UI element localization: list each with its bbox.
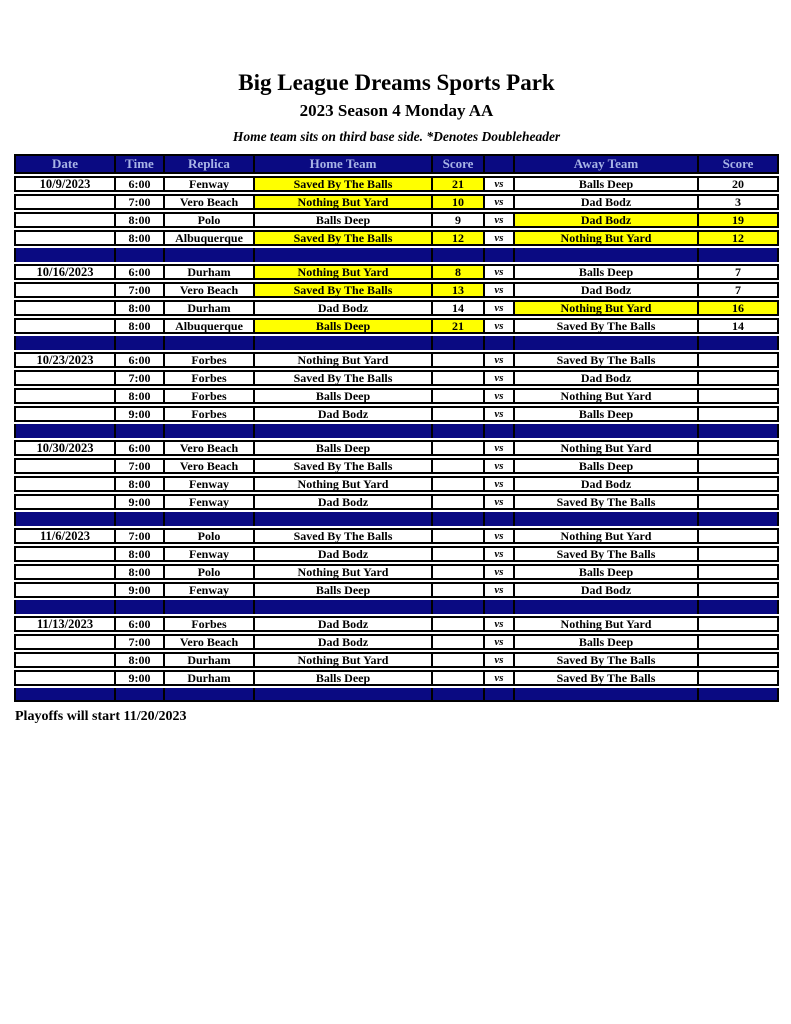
divider-cell	[163, 512, 253, 526]
game-row	[14, 670, 779, 686]
date-cell	[14, 564, 114, 580]
game-row	[14, 634, 779, 650]
date-cell	[14, 388, 114, 404]
game-row	[14, 528, 779, 544]
week-divider-row	[14, 336, 779, 350]
time-cell: 6:00	[114, 440, 163, 456]
home-score-cell	[431, 528, 483, 544]
home-team-cell: Saved By The Balls	[253, 230, 431, 246]
date-cell: 10/9/2023	[14, 176, 114, 192]
away-team-cell: Nothing But Yard	[513, 388, 697, 404]
date-cell: 10/16/2023	[14, 264, 114, 280]
home-score-cell	[431, 670, 483, 686]
replica-cell: Polo	[163, 528, 253, 544]
time-cell: 7:00	[114, 458, 163, 474]
divider-cell	[114, 600, 163, 614]
away-team-cell: Nothing But Yard	[513, 440, 697, 456]
away-score-cell	[697, 370, 779, 386]
home-team-cell: Balls Deep	[253, 212, 431, 228]
home-score-cell	[431, 564, 483, 580]
divider-cell	[163, 424, 253, 438]
page-subtitle: 2023 Season 4 Monday AA	[299, 101, 494, 121]
home-team-cell: Nothing But Yard	[253, 476, 431, 492]
week-divider-row	[14, 600, 779, 614]
home-team-cell: Balls Deep	[253, 388, 431, 404]
home-score-cell	[431, 406, 483, 422]
game-row	[14, 264, 779, 280]
replica-cell: Durham	[163, 264, 253, 280]
divider-cell	[253, 688, 431, 702]
replica-cell: Forbes	[163, 370, 253, 386]
vs-cell: vs	[483, 546, 513, 562]
away-score-cell	[697, 616, 779, 632]
replica-cell: Fenway	[163, 494, 253, 510]
away-team-cell: Dad Bodz	[513, 194, 697, 210]
time-cell: 9:00	[114, 582, 163, 598]
game-row	[14, 318, 779, 334]
divider-cell	[483, 336, 513, 350]
away-score-cell: 7	[697, 264, 779, 280]
divider-cell	[431, 600, 483, 614]
home-score-cell: 12	[431, 230, 483, 246]
away-team-cell: Nothing But Yard	[513, 528, 697, 544]
time-cell: 8:00	[114, 318, 163, 334]
away-team-cell: Balls Deep	[513, 458, 697, 474]
time-cell: 8:00	[114, 212, 163, 228]
away-team-cell: Nothing But Yard	[513, 616, 697, 632]
replica-cell: Forbes	[163, 616, 253, 632]
replica-cell: Fenway	[163, 546, 253, 562]
date-cell	[14, 476, 114, 492]
replica-cell: Vero Beach	[163, 282, 253, 298]
divider-cell	[114, 688, 163, 702]
home-score-cell	[431, 440, 483, 456]
home-team-cell: Nothing But Yard	[253, 264, 431, 280]
away-score-cell	[697, 582, 779, 598]
divider-cell	[483, 424, 513, 438]
game-row	[14, 370, 779, 386]
divider-cell	[14, 248, 114, 262]
away-score-cell: 7	[697, 282, 779, 298]
vs-cell: vs	[483, 230, 513, 246]
date-cell	[14, 458, 114, 474]
divider-cell	[163, 600, 253, 614]
divider-cell	[14, 600, 114, 614]
game-row	[14, 440, 779, 456]
divider-cell	[483, 248, 513, 262]
away-team-cell: Dad Bodz	[513, 476, 697, 492]
vs-cell: vs	[483, 458, 513, 474]
vs-cell: vs	[483, 212, 513, 228]
time-cell: 9:00	[114, 670, 163, 686]
divider-cell	[483, 688, 513, 702]
game-row	[14, 458, 779, 474]
game-row	[14, 564, 779, 580]
home-team-cell: Nothing But Yard	[253, 652, 431, 668]
home-team-cell: Saved By The Balls	[253, 176, 431, 192]
vs-cell: vs	[483, 176, 513, 192]
away-score-cell	[697, 652, 779, 668]
home-team-cell: Nothing But Yard	[253, 194, 431, 210]
week-divider-row	[14, 424, 779, 438]
divider-cell	[513, 424, 697, 438]
away-score-cell	[697, 670, 779, 686]
vs-cell: vs	[483, 582, 513, 598]
replica-cell: Durham	[163, 652, 253, 668]
vs-cell: vs	[483, 440, 513, 456]
home-team-cell: Dad Bodz	[253, 494, 431, 510]
game-row	[14, 494, 779, 510]
away-team-cell: Saved By The Balls	[513, 318, 697, 334]
away-score-cell: 19	[697, 212, 779, 228]
away-team-cell: Balls Deep	[513, 564, 697, 580]
vs-cell: vs	[483, 282, 513, 298]
home-team-note: Home team sits on third base side. *Denotes Doubleheader	[232, 128, 561, 144]
time-cell: 7:00	[114, 370, 163, 386]
home-score-column-header: Score	[431, 154, 483, 174]
replica-cell: Polo	[163, 564, 253, 580]
away-score-cell: 20	[697, 176, 779, 192]
divider-cell	[253, 336, 431, 350]
divider-cell	[431, 248, 483, 262]
away-team-cell: Nothing But Yard	[513, 300, 697, 316]
away-score-cell	[697, 406, 779, 422]
vs-cell: vs	[483, 406, 513, 422]
divider-cell	[483, 600, 513, 614]
home-team-cell: Balls Deep	[253, 440, 431, 456]
time-cell: 8:00	[114, 230, 163, 246]
away-team-cell: Balls Deep	[513, 176, 697, 192]
date-cell: 10/23/2023	[14, 352, 114, 368]
divider-cell	[431, 512, 483, 526]
replica-cell: Polo	[163, 212, 253, 228]
away-team-cell: Saved By The Balls	[513, 670, 697, 686]
away-score-cell	[697, 388, 779, 404]
away-team-cell: Dad Bodz	[513, 282, 697, 298]
divider-cell	[431, 336, 483, 350]
away-team-cell: Dad Bodz	[513, 370, 697, 386]
game-row	[14, 476, 779, 492]
schedule-table	[14, 152, 779, 704]
game-row	[14, 282, 779, 298]
game-row	[14, 212, 779, 228]
home-score-cell: 14	[431, 300, 483, 316]
game-row	[14, 352, 779, 368]
divider-cell	[114, 336, 163, 350]
divider-cell	[513, 688, 697, 702]
replica-cell: Forbes	[163, 352, 253, 368]
replica-cell: Vero Beach	[163, 194, 253, 210]
divider-cell	[483, 512, 513, 526]
time-cell: 8:00	[114, 388, 163, 404]
away-score-cell	[697, 564, 779, 580]
time-cell: 8:00	[114, 652, 163, 668]
vs-cell: vs	[483, 564, 513, 580]
time-cell: 7:00	[114, 634, 163, 650]
home-team-cell: Nothing But Yard	[253, 352, 431, 368]
home-team-cell: Nothing But Yard	[253, 564, 431, 580]
time-cell: 7:00	[114, 282, 163, 298]
replica-cell: Albuquerque	[163, 318, 253, 334]
vs-cell: vs	[483, 652, 513, 668]
divider-cell	[14, 336, 114, 350]
home-score-cell	[431, 616, 483, 632]
home-score-cell	[431, 370, 483, 386]
home-score-cell: 21	[431, 176, 483, 192]
home-score-cell	[431, 652, 483, 668]
time-cell: 8:00	[114, 564, 163, 580]
divider-cell	[163, 336, 253, 350]
away-score-cell	[697, 528, 779, 544]
replica-cell: Fenway	[163, 476, 253, 492]
away-team-cell: Saved By The Balls	[513, 352, 697, 368]
page-title: Big League Dreams Sports Park	[238, 70, 555, 95]
home-score-cell	[431, 476, 483, 492]
time-cell: 7:00	[114, 528, 163, 544]
home-score-cell: 8	[431, 264, 483, 280]
home-score-cell	[431, 352, 483, 368]
away-team-cell: Dad Bodz	[513, 212, 697, 228]
vs-cell: vs	[483, 370, 513, 386]
divider-cell	[114, 424, 163, 438]
away-team-cell: Saved By The Balls	[513, 494, 697, 510]
home-score-cell	[431, 634, 483, 650]
date-cell: 11/6/2023	[14, 528, 114, 544]
home-team-cell: Dad Bodz	[253, 546, 431, 562]
away-team-cell: Nothing But Yard	[513, 230, 697, 246]
away-score-cell: 16	[697, 300, 779, 316]
vs-column-header	[483, 154, 513, 174]
week-divider-row	[14, 512, 779, 526]
home-team-column-header: Home Team	[253, 154, 431, 174]
playoffs-note: Playoffs will start 11/20/2023	[15, 708, 187, 724]
vs-cell: vs	[483, 494, 513, 510]
home-team-cell: Saved By The Balls	[253, 370, 431, 386]
home-score-cell: 10	[431, 194, 483, 210]
away-score-cell	[697, 546, 779, 562]
date-cell	[14, 634, 114, 650]
home-score-cell	[431, 546, 483, 562]
date-cell	[14, 494, 114, 510]
vs-cell: vs	[483, 300, 513, 316]
away-team-cell: Saved By The Balls	[513, 546, 697, 562]
date-cell	[14, 652, 114, 668]
page-header	[14, 70, 779, 145]
divider-cell	[163, 248, 253, 262]
divider-cell	[14, 424, 114, 438]
divider-cell	[697, 424, 779, 438]
game-row	[14, 176, 779, 192]
divider-cell	[697, 600, 779, 614]
divider-cell	[697, 336, 779, 350]
home-team-cell: Balls Deep	[253, 670, 431, 686]
game-row	[14, 300, 779, 316]
date-cell	[14, 318, 114, 334]
divider-cell	[14, 688, 114, 702]
header-row	[14, 154, 779, 174]
divider-cell	[697, 512, 779, 526]
home-team-cell: Dad Bodz	[253, 300, 431, 316]
vs-cell: vs	[483, 476, 513, 492]
replica-cell: Vero Beach	[163, 440, 253, 456]
divider-cell	[253, 248, 431, 262]
divider-cell	[513, 336, 697, 350]
replica-cell: Durham	[163, 670, 253, 686]
home-team-cell: Balls Deep	[253, 582, 431, 598]
week-divider-row	[14, 248, 779, 262]
home-score-cell	[431, 582, 483, 598]
time-cell: 9:00	[114, 406, 163, 422]
divider-cell	[253, 512, 431, 526]
divider-cell	[431, 424, 483, 438]
game-row	[14, 406, 779, 422]
table-body	[14, 176, 779, 702]
time-cell: 6:00	[114, 176, 163, 192]
date-cell	[14, 212, 114, 228]
time-column-header: Time	[114, 154, 163, 174]
home-team-cell: Saved By The Balls	[253, 458, 431, 474]
divider-cell	[114, 512, 163, 526]
date-cell: 11/13/2023	[14, 616, 114, 632]
home-team-cell: Balls Deep	[253, 318, 431, 334]
vs-cell: vs	[483, 264, 513, 280]
home-score-cell	[431, 494, 483, 510]
vs-cell: vs	[483, 388, 513, 404]
home-score-cell	[431, 458, 483, 474]
away-score-cell	[697, 634, 779, 650]
divider-cell	[513, 248, 697, 262]
time-cell: 6:00	[114, 264, 163, 280]
home-team-cell: Dad Bodz	[253, 634, 431, 650]
home-score-cell: 9	[431, 212, 483, 228]
table-header	[14, 154, 779, 174]
vs-cell: vs	[483, 634, 513, 650]
home-team-cell: Dad Bodz	[253, 406, 431, 422]
replica-cell: Forbes	[163, 388, 253, 404]
date-cell	[14, 546, 114, 562]
home-team-cell: Dad Bodz	[253, 616, 431, 632]
date-cell	[14, 370, 114, 386]
away-score-cell: 14	[697, 318, 779, 334]
away-team-cell: Balls Deep	[513, 406, 697, 422]
game-row	[14, 652, 779, 668]
vs-cell: vs	[483, 318, 513, 334]
away-team-cell: Balls Deep	[513, 634, 697, 650]
game-row	[14, 616, 779, 632]
vs-cell: vs	[483, 616, 513, 632]
time-cell: 8:00	[114, 546, 163, 562]
vs-cell: vs	[483, 352, 513, 368]
game-row	[14, 582, 779, 598]
home-score-cell: 21	[431, 318, 483, 334]
vs-cell: vs	[483, 528, 513, 544]
replica-cell: Durham	[163, 300, 253, 316]
date-cell	[14, 230, 114, 246]
away-team-column-header: Away Team	[513, 154, 697, 174]
vs-cell: vs	[483, 670, 513, 686]
time-cell: 9:00	[114, 494, 163, 510]
away-team-cell: Saved By The Balls	[513, 652, 697, 668]
date-cell	[14, 194, 114, 210]
date-cell	[14, 406, 114, 422]
date-column-header: Date	[14, 154, 114, 174]
time-cell: 6:00	[114, 352, 163, 368]
home-team-cell: Saved By The Balls	[253, 528, 431, 544]
vs-cell: vs	[483, 194, 513, 210]
away-team-cell: Dad Bodz	[513, 582, 697, 598]
divider-cell	[513, 512, 697, 526]
replica-cell: Albuquerque	[163, 230, 253, 246]
away-score-cell: 12	[697, 230, 779, 246]
game-row	[14, 388, 779, 404]
away-score-cell: 3	[697, 194, 779, 210]
replica-column-header: Replica	[163, 154, 253, 174]
divider-cell	[431, 688, 483, 702]
divider-cell	[697, 688, 779, 702]
replica-cell: Fenway	[163, 176, 253, 192]
game-row	[14, 194, 779, 210]
replica-cell: Fenway	[163, 582, 253, 598]
date-cell	[14, 282, 114, 298]
time-cell: 8:00	[114, 476, 163, 492]
divider-cell	[163, 688, 253, 702]
away-score-cell	[697, 352, 779, 368]
game-row	[14, 546, 779, 562]
divider-cell	[253, 424, 431, 438]
divider-cell	[513, 600, 697, 614]
away-score-cell	[697, 494, 779, 510]
home-score-cell: 13	[431, 282, 483, 298]
replica-cell: Forbes	[163, 406, 253, 422]
date-cell	[14, 670, 114, 686]
away-team-cell: Balls Deep	[513, 264, 697, 280]
date-cell	[14, 582, 114, 598]
divider-cell	[253, 600, 431, 614]
away-score-cell	[697, 440, 779, 456]
date-cell	[14, 300, 114, 316]
home-team-cell: Saved By The Balls	[253, 282, 431, 298]
divider-cell	[114, 248, 163, 262]
time-cell: 7:00	[114, 194, 163, 210]
time-cell: 8:00	[114, 300, 163, 316]
time-cell: 6:00	[114, 616, 163, 632]
away-score-column-header: Score	[697, 154, 779, 174]
away-score-cell	[697, 476, 779, 492]
divider-cell	[697, 248, 779, 262]
replica-cell: Vero Beach	[163, 634, 253, 650]
away-score-cell	[697, 458, 779, 474]
home-score-cell	[431, 388, 483, 404]
replica-cell: Vero Beach	[163, 458, 253, 474]
date-cell: 10/30/2023	[14, 440, 114, 456]
week-divider-row	[14, 688, 779, 702]
divider-cell	[14, 512, 114, 526]
game-row	[14, 230, 779, 246]
